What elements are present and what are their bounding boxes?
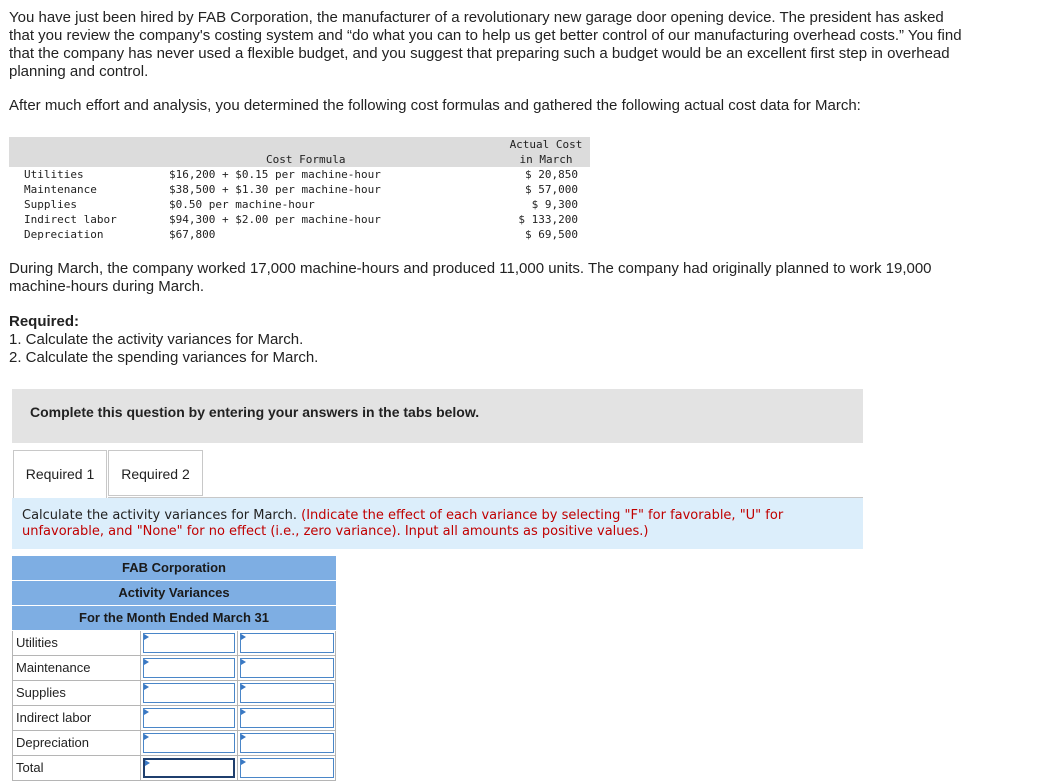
required-item-2: 2. Calculate the spending variances for March.	[9, 349, 319, 366]
variance-title: Activity Variances	[12, 581, 336, 606]
table-row	[12, 631, 336, 656]
effect-select[interactable]	[240, 733, 334, 753]
cost-name: Utilities	[24, 168, 84, 181]
march-paragraph: During March, the company worked 17,000 machine-hours and produced 11,000 units. The company had originally planned to work 19,000 machine-hours during March.	[9, 260, 932, 295]
effect-select[interactable]	[240, 683, 334, 703]
intro-paragraph-2: After much effort and analysis, you determined the following cost formulas and gathered the following actual cost data for March:	[9, 97, 861, 114]
cost-row	[9, 212, 590, 227]
instructions-main: Calculate the activity variances for March.	[22, 508, 298, 523]
cost-actual: $ 133,200	[518, 213, 578, 226]
cost-actual: $ 69,500	[525, 228, 578, 241]
amount-input[interactable]	[143, 733, 235, 753]
table-row	[12, 731, 336, 756]
amount-input[interactable]	[143, 658, 235, 678]
cost-actual: $ 9,300	[531, 198, 578, 211]
actual-cost-header-line1: Actual Cost	[509, 138, 583, 151]
cost-formula: $67,800	[169, 228, 216, 241]
cost-row	[9, 182, 590, 197]
required-item-1: 1. Calculate the activity variances for March.	[9, 331, 304, 348]
tab-instructions	[12, 498, 863, 549]
row-label: Utilities	[16, 635, 58, 650]
cost-formula-header: Cost Formula	[266, 153, 346, 166]
cost-formula: $0.50 per machine-hour	[169, 198, 315, 211]
table-row-total	[12, 756, 336, 781]
amount-input[interactable]	[143, 633, 235, 653]
required-section	[9, 313, 318, 367]
cost-actual: $ 57,000	[525, 183, 578, 196]
tab-required-2[interactable]: Required 2	[108, 450, 203, 496]
effect-select[interactable]	[240, 708, 334, 728]
instructions-note: (Indicate the effect of each variance by selecting "F" for favorable, "U" for unfavorable, and "None" for no effect (i.e., zero variance). Input all amounts as positive values.)	[22, 508, 784, 539]
cost-table-body	[9, 167, 590, 243]
cost-row	[9, 167, 590, 182]
cost-row	[9, 197, 590, 212]
row-label: Depreciation	[16, 735, 89, 750]
activity-variance-table	[12, 556, 336, 781]
total-effect-select[interactable]	[240, 758, 334, 778]
cost-formula: $16,200 + $0.15 per machine-hour	[169, 168, 381, 181]
cost-formula: $94,300 + $2.00 per machine-hour	[169, 213, 381, 226]
effect-select[interactable]	[240, 633, 334, 653]
table-row	[12, 681, 336, 706]
cost-name: Maintenance	[24, 183, 97, 196]
cost-actual: $ 20,850	[525, 168, 578, 181]
cost-row	[9, 227, 590, 242]
total-amount-input[interactable]	[143, 758, 235, 778]
instructions-text	[22, 508, 842, 540]
amount-input[interactable]	[143, 708, 235, 728]
intro-text	[9, 9, 969, 115]
instruction-banner	[12, 389, 863, 443]
row-label: Maintenance	[16, 660, 91, 675]
cost-formula-table	[9, 137, 590, 243]
cost-name: Indirect labor	[24, 213, 117, 226]
banner-text: Complete this question by entering your answers in the tabs below.	[30, 404, 480, 420]
cost-formula: $38,500 + $1.30 per machine-hour	[169, 183, 381, 196]
cost-table-header	[9, 137, 590, 167]
table-row	[12, 706, 336, 731]
intro-paragraph: You have just been hired by FAB Corporation, the manufacturer of a revolutionary new garage door opening device. The president has asked that you review the company's costing system and “do what you can to help us get better control of our manufacturing overhead costs.” You find that the company has never used a flexible budget, and you suggest that preparing such a budget would be an excellent first step in overhead planning and control.	[9, 9, 962, 80]
amount-input[interactable]	[143, 683, 235, 703]
row-label: Supplies	[16, 685, 66, 700]
table-row	[12, 656, 336, 681]
actual-cost-header	[502, 137, 590, 167]
cost-name: Depreciation	[24, 228, 104, 241]
row-label: Total	[16, 760, 44, 775]
effect-select[interactable]	[240, 658, 334, 678]
tab-bar	[13, 450, 863, 498]
required-title: Required:	[9, 313, 80, 330]
actual-cost-header-line2: in March	[519, 153, 573, 166]
cost-name: Supplies	[24, 198, 77, 211]
variance-period: For the Month Ended March 31	[12, 606, 336, 631]
tab-required-1[interactable]: Required 1	[13, 450, 107, 498]
row-label: Indirect labor	[16, 710, 92, 725]
variance-company: FAB Corporation	[12, 556, 336, 581]
